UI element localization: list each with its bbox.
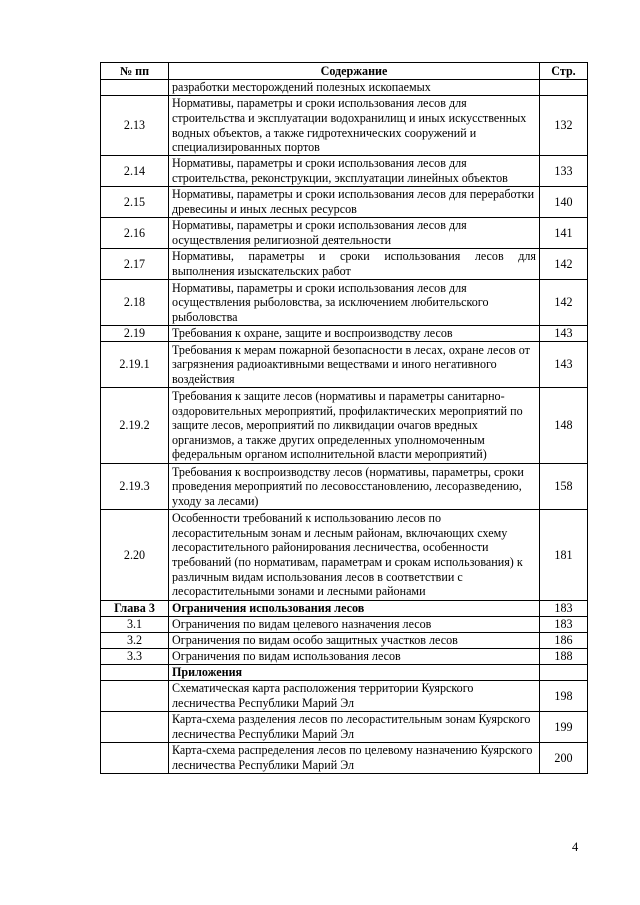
row-page: 141 (540, 218, 588, 249)
row-page: 158 (540, 464, 588, 510)
row-num (101, 681, 169, 712)
row-page: 183 (540, 601, 588, 617)
table-row (101, 249, 588, 280)
table-row (101, 326, 588, 342)
row-page: 198 (540, 681, 588, 712)
row-num: 2.19.2 (101, 388, 169, 464)
table-row (101, 743, 588, 774)
row-page (540, 80, 588, 96)
table-row (101, 633, 588, 649)
row-content: Приложения (169, 665, 540, 681)
row-page: 181 (540, 510, 588, 601)
row-page: 132 (540, 96, 588, 156)
row-num: 3.2 (101, 633, 169, 649)
row-content: Требования к мерам пожарной безопасности в лесах, охране лесов от загрязнения радиоактивными веществами и иного негативного воздействия (169, 342, 540, 388)
row-content-line: Нормативы, параметры и сроки использования лесов для (172, 249, 536, 264)
row-content (169, 249, 540, 280)
row-num: 2.15 (101, 187, 169, 218)
row-page: 143 (540, 342, 588, 388)
table-row (101, 80, 588, 96)
table-row (101, 388, 588, 464)
row-num: 2.14 (101, 156, 169, 187)
row-page: 133 (540, 156, 588, 187)
row-num: 2.19 (101, 326, 169, 342)
row-content: Ограничения по видам целевого назначения лесов (169, 617, 540, 633)
row-page: 200 (540, 743, 588, 774)
row-content: Требования к охране, защите и воспроизводству лесов (169, 326, 540, 342)
row-num: 2.16 (101, 218, 169, 249)
row-content: Требования к воспроизводству лесов (нормативы, параметры, сроки проведения мероприятий по лесовосстановлению, лесоразведению, уходу за лесами) (169, 464, 540, 510)
row-num: 3.1 (101, 617, 169, 633)
row-page: 142 (540, 249, 588, 280)
row-content: Нормативы, параметры и сроки использования лесов для переработки древесины и иных лесных ресурсов (169, 187, 540, 218)
table-row (101, 712, 588, 743)
row-page: 183 (540, 617, 588, 633)
row-num: 2.18 (101, 280, 169, 326)
row-num: 2.17 (101, 249, 169, 280)
table-row (101, 187, 588, 218)
row-content: Ограничения по видам особо защитных участков лесов (169, 633, 540, 649)
row-page: 199 (540, 712, 588, 743)
row-content: Карта-схема распределения лесов по целевому назначению Куярского лесничества Республики Марий Эл (169, 743, 540, 774)
row-page: 186 (540, 633, 588, 649)
row-content: Схематическая карта расположения территории Куярского лесничества Республики Марий Эл (169, 681, 540, 712)
table-row (101, 342, 588, 388)
row-content: Нормативы, параметры и сроки использования лесов для строительства и эксплуатации водохранилищ и иных искусственных водных объектов, а также гидротехнических сооружений и специализированных портов (169, 96, 540, 156)
table-row (101, 280, 588, 326)
table-row (101, 96, 588, 156)
table-row (101, 665, 588, 681)
row-num: Глава 3 (101, 601, 169, 617)
table-row (101, 156, 588, 187)
header-page: Стр. (540, 63, 588, 80)
row-num (101, 665, 169, 681)
table-of-contents (100, 62, 588, 774)
row-content: Требования к защите лесов (нормативы и параметры санитарно-оздоровительных мероприятий, профилактических мероприятий по защите лесов, мероприятий по ликвидации очагов вредных организмов, а также других определенных уполномоченным федеральным органом исполнительной власти мероприятий) (169, 388, 540, 464)
row-num: 2.19.1 (101, 342, 169, 388)
row-page: 188 (540, 649, 588, 665)
row-num (101, 80, 169, 96)
row-num: 2.13 (101, 96, 169, 156)
row-content: Особенности требований к использованию лесов по лесорастительным зонам и лесным районам, включающих схему лесорастительного районирования лесничества, особенности требований (по нормативам, параметрам и срокам использования) к различным видам использования лесов в соответствии с лесорастительными зонами и лесными районами (169, 510, 540, 601)
row-page: 143 (540, 326, 588, 342)
row-content: Нормативы, параметры и сроки использования лесов для осуществления рыболовства, за исключением любительского рыболовства (169, 280, 540, 326)
table-row (101, 649, 588, 665)
table-row (101, 218, 588, 249)
row-content: разработки месторождений полезных ископаемых (169, 80, 540, 96)
table-row (101, 681, 588, 712)
row-content: Ограничения использования лесов (169, 601, 540, 617)
page-number: 4 (572, 840, 579, 854)
row-num: 2.20 (101, 510, 169, 601)
row-content: Ограничения по видам использования лесов (169, 649, 540, 665)
row-num (101, 743, 169, 774)
row-content-line: выполнения изыскательских работ (172, 264, 351, 278)
row-page: 140 (540, 187, 588, 218)
table-row (101, 601, 588, 617)
row-num: 3.3 (101, 649, 169, 665)
row-content: Нормативы, параметры и сроки использования лесов для осуществления религиозной деятельности (169, 218, 540, 249)
row-num: 2.19.3 (101, 464, 169, 510)
table-header-row (101, 63, 588, 80)
header-content: Содержание (169, 63, 540, 80)
table-row (101, 510, 588, 601)
row-content: Карта-схема разделения лесов по лесорастительным зонам Куярского лесничества Республики Марий Эл (169, 712, 540, 743)
row-page: 142 (540, 280, 588, 326)
row-page (540, 665, 588, 681)
header-num: № пп (101, 63, 169, 80)
row-page: 148 (540, 388, 588, 464)
table-row (101, 617, 588, 633)
row-content: Нормативы, параметры и сроки использования лесов для строительства, реконструкции, эксплуатации линейных объектов (169, 156, 540, 187)
row-num (101, 712, 169, 743)
table-row (101, 464, 588, 510)
